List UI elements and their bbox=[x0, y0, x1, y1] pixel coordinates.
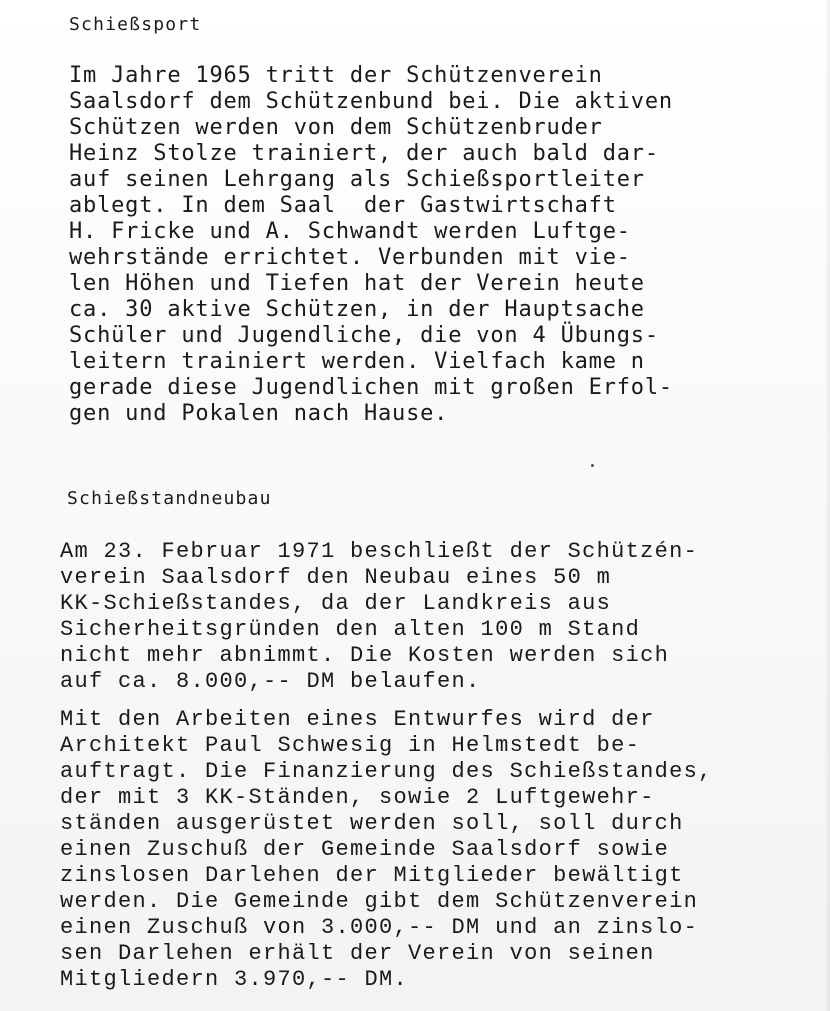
text-line: ca. 30 aktive Schützen, in der Hauptsache bbox=[69, 297, 645, 322]
text-line: sen Darlehen erhält der Verein von seinen bbox=[60, 941, 655, 966]
text-line: zinslosen Darlehen der Mitglieder bewältigt bbox=[60, 863, 684, 888]
text-line: der mit 3 KK-Ständen, sowie 2 Luftgewehr- bbox=[60, 785, 655, 810]
scan-edge-shadow bbox=[824, 0, 830, 1011]
text-line: Schützen werden von dem Schützenbruder bbox=[69, 115, 603, 140]
text-line: auf seinen Lehrgang als Schießsportleiter bbox=[69, 167, 645, 192]
text-line: Sicherheitsgründen den alten 100 m Stand bbox=[60, 617, 641, 642]
text-line: einen Zuschuß der Gemeinde Saalsdorf sowie bbox=[60, 837, 670, 862]
text-line: Im Jahre 1965 tritt der Schützenverein bbox=[69, 63, 603, 88]
text-line: H. Fricke und A. Schwandt werden Luftge- bbox=[69, 219, 631, 244]
text-line: wehrstände errichtet. Verbunden mit vie- bbox=[69, 245, 631, 270]
text-line: Am 23. Februar 1971 beschließt der Schützén- bbox=[60, 539, 699, 564]
text-line: Saalsdorf dem Schützenbund bei. Die aktiven bbox=[69, 89, 673, 114]
text-line: Mitgliedern 3.970,-- DM. bbox=[60, 967, 409, 992]
text-line: gen und Pokalen nach Hause. bbox=[69, 401, 449, 426]
heading-schiessstandneubau: Schießstandneubau bbox=[67, 488, 272, 509]
text-line: einen Zuschuß von 3.000,-- DM und an zinslo- bbox=[60, 915, 699, 940]
text-line: KK-Schießstandes, da der Landkreis aus bbox=[60, 591, 612, 616]
text-line: len Höhen und Tiefen hat der Verein heute bbox=[69, 271, 645, 296]
text-line: gerade diese Jugendlichen mit großen Erfol- bbox=[69, 375, 673, 400]
scan-speck bbox=[591, 464, 594, 467]
text-line: leitern trainiert werden. Vielfach kame n bbox=[69, 349, 645, 374]
text-line: auftragt. Die Finanzierung des Schießstandes, bbox=[60, 759, 713, 784]
text-line: Schüler und Jugendliche, die von 4 Übungs- bbox=[69, 323, 659, 348]
text-line: Architekt Paul Schwesig in Helmstedt be- bbox=[60, 733, 641, 758]
text-line: verein Saalsdorf den Neubau eines 50 m bbox=[60, 565, 612, 590]
text-line: auf ca. 8.000,-- DM belaufen. bbox=[60, 669, 481, 694]
heading-schiesssport: Schießsport bbox=[69, 14, 202, 35]
text-line: ablegt. In dem Saal der Gastwirtschaft bbox=[69, 193, 617, 218]
text-line: Heinz Stolze trainiert, der auch bald dar- bbox=[69, 141, 659, 166]
text-line: Mit den Arbeiten eines Entwurfes wird der bbox=[60, 707, 655, 732]
text-line: ständen ausgerüstet werden soll, soll durch bbox=[60, 811, 684, 836]
text-line: werden. Die Gemeinde gibt dem Schützenverein bbox=[60, 889, 699, 914]
text-line: nicht mehr abnimmt. Die Kosten werden sich bbox=[60, 643, 670, 668]
